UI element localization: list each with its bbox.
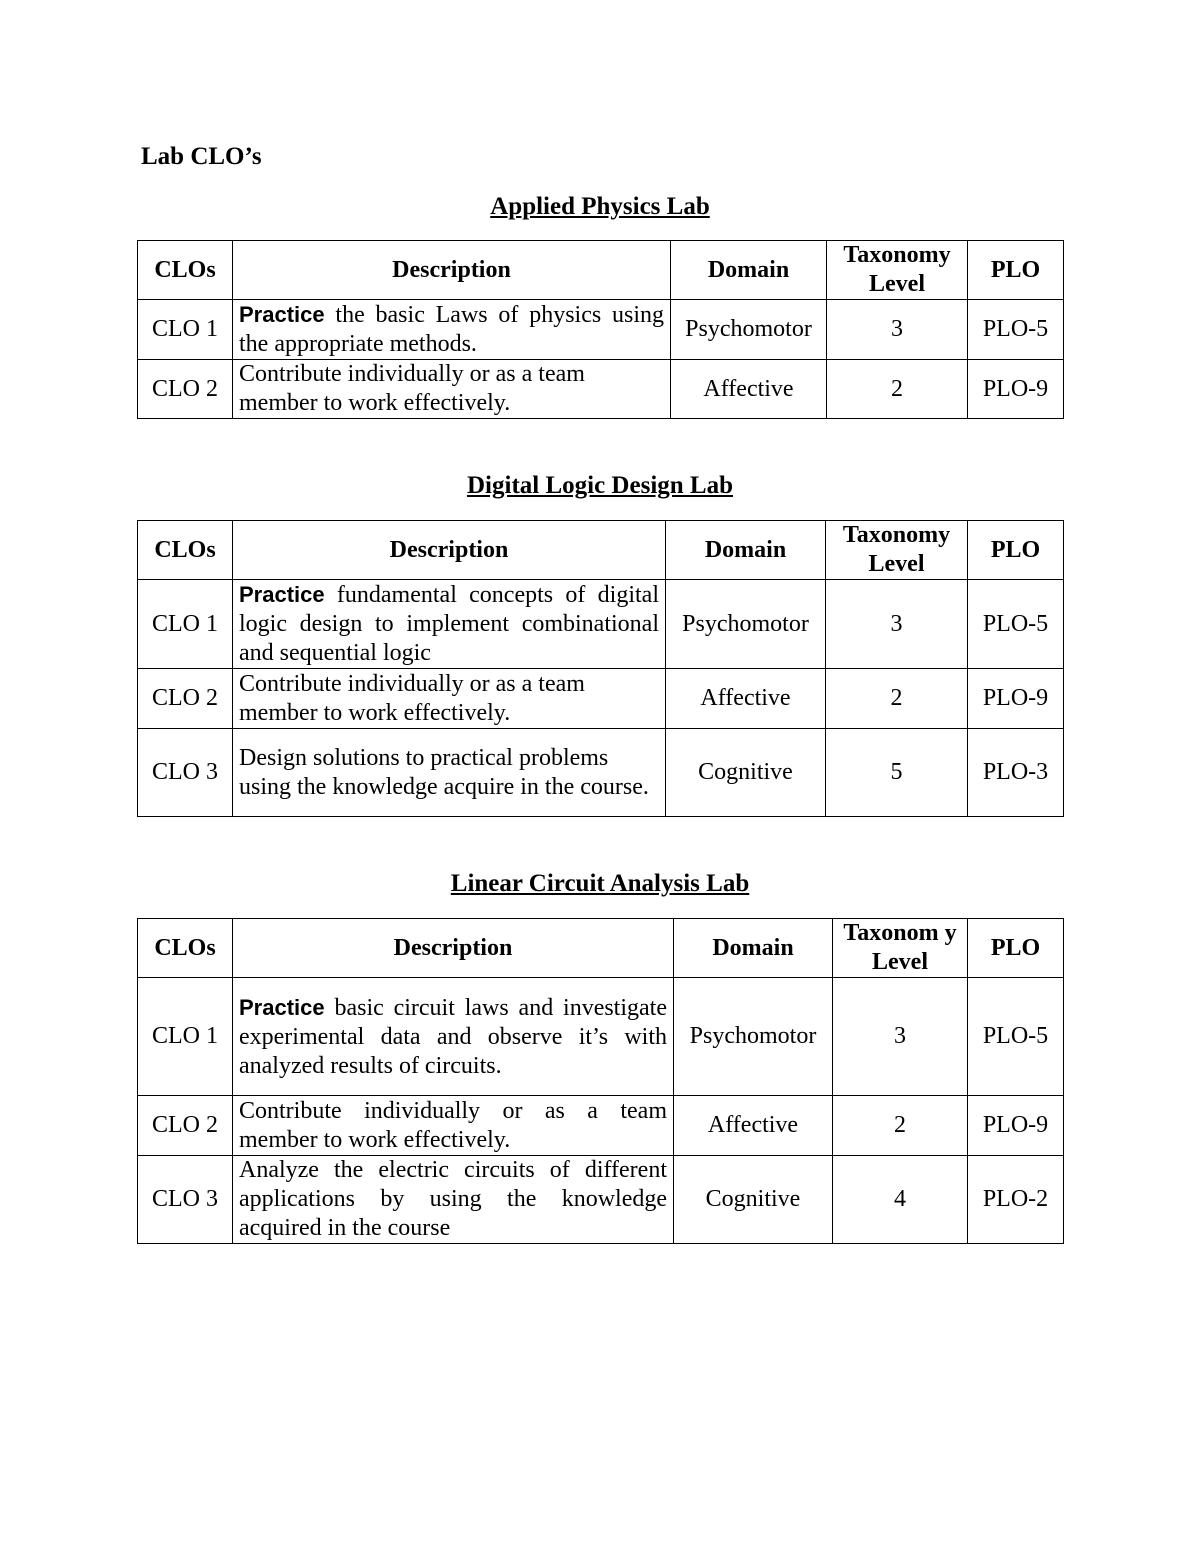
clo-plo: PLO-2: [968, 1156, 1064, 1244]
description-text: basic circuit laws and investigate experimental data and observe it’s with analyzed results of circuits.: [239, 994, 667, 1079]
clo-table-applied-physics: [137, 240, 1064, 419]
clo-domain: Psychomotor: [671, 300, 827, 360]
clo-id: CLO 2: [138, 669, 233, 729]
clo-description: Design solutions to practical problems using the knowledge acquire in the course.: [233, 729, 666, 817]
col-header-clos: CLOs: [138, 919, 233, 978]
clo-plo: PLO-5: [968, 300, 1064, 360]
table-row: [138, 729, 1064, 817]
col-header-description: Description: [233, 521, 666, 580]
clo-description: Contribute individually or as a team member to work effectively.: [233, 1096, 674, 1156]
page-heading: Lab CLO’s: [141, 143, 262, 170]
col-header-plo: PLO: [968, 241, 1064, 300]
clo-description: Analyze the electric circuits of different applications by using the knowledge acquired in the course: [233, 1156, 674, 1244]
clo-description: Contribute individually or as a team member to work effectively.: [233, 669, 666, 729]
table-header-row: [138, 919, 1064, 978]
clo-description: Contribute individually or as a team member to work effectively.: [233, 360, 671, 419]
clo-description: [233, 300, 671, 360]
table-row: [138, 978, 1064, 1096]
action-verb: Practice: [239, 994, 325, 1020]
col-header-description: Description: [233, 241, 671, 300]
col-header-taxonomy-level: Taxonomy Level: [826, 521, 968, 580]
table-row: [138, 300, 1064, 360]
clo-plo: PLO-5: [968, 978, 1064, 1096]
clo-id: CLO 1: [138, 580, 233, 669]
clo-plo: PLO-9: [968, 669, 1064, 729]
clo-id: CLO 2: [138, 360, 233, 419]
clo-domain: Psychomotor: [666, 580, 826, 669]
col-header-description: Description: [233, 919, 674, 978]
table-row: [138, 360, 1064, 419]
clo-description: [233, 580, 666, 669]
clo-domain: Affective: [671, 360, 827, 419]
col-header-taxonomy-level: Taxonom y Level: [833, 919, 968, 978]
description-text: fundamental concepts of digital logic design to implement combinational and sequential logic: [239, 582, 659, 666]
clo-taxonomy-level: 3: [833, 978, 968, 1096]
clo-table-digital-logic-design: [137, 520, 1064, 817]
clo-id: CLO 3: [138, 1156, 233, 1244]
col-header-clos: CLOs: [138, 241, 233, 300]
clo-taxonomy-level: 2: [827, 360, 968, 419]
clo-plo: PLO-3: [968, 729, 1064, 817]
section-title-linear-circuit-analysis: Linear Circuit Analysis Lab: [450, 870, 750, 897]
clo-id: CLO 3: [138, 729, 233, 817]
section-title-digital-logic-design: Digital Logic Design Lab: [467, 472, 733, 499]
table-row: [138, 1096, 1064, 1156]
clo-id: CLO 1: [138, 978, 233, 1096]
table-row: [138, 580, 1064, 669]
action-verb: Practice: [239, 302, 325, 327]
clo-domain: Affective: [666, 669, 826, 729]
table-row: [138, 1156, 1064, 1244]
col-header-domain: Domain: [674, 919, 833, 978]
section-title-applied-physics: Applied Physics Lab: [490, 193, 710, 220]
clo-description: [233, 978, 674, 1096]
clo-taxonomy-level: 5: [826, 729, 968, 817]
col-header-domain: Domain: [671, 241, 827, 300]
col-header-taxonomy-level: Taxonomy Level: [827, 241, 968, 300]
clo-table-linear-circuit-analysis: [137, 918, 1064, 1244]
clo-id: CLO 2: [138, 1096, 233, 1156]
clo-domain: Affective: [674, 1096, 833, 1156]
action-verb: Practice: [239, 582, 325, 607]
table-header-row: [138, 521, 1064, 580]
clo-taxonomy-level: 3: [827, 300, 968, 360]
clo-taxonomy-level: 4: [833, 1156, 968, 1244]
col-header-clos: CLOs: [138, 521, 233, 580]
clo-plo: PLO-5: [968, 580, 1064, 669]
clo-taxonomy-level: 3: [826, 580, 968, 669]
clo-domain: Psychomotor: [674, 978, 833, 1096]
table-header-row: [138, 241, 1064, 300]
col-header-domain: Domain: [666, 521, 826, 580]
clo-domain: Cognitive: [674, 1156, 833, 1244]
clo-taxonomy-level: 2: [833, 1096, 968, 1156]
col-header-plo: PLO: [968, 919, 1064, 978]
clo-id: CLO 1: [138, 300, 233, 360]
description-text: the basic Laws of physics using the appropriate methods.: [239, 302, 664, 357]
col-header-plo: PLO: [968, 521, 1064, 580]
clo-plo: PLO-9: [968, 1096, 1064, 1156]
clo-plo: PLO-9: [968, 360, 1064, 419]
table-row: [138, 669, 1064, 729]
clo-taxonomy-level: 2: [826, 669, 968, 729]
clo-domain: Cognitive: [666, 729, 826, 817]
